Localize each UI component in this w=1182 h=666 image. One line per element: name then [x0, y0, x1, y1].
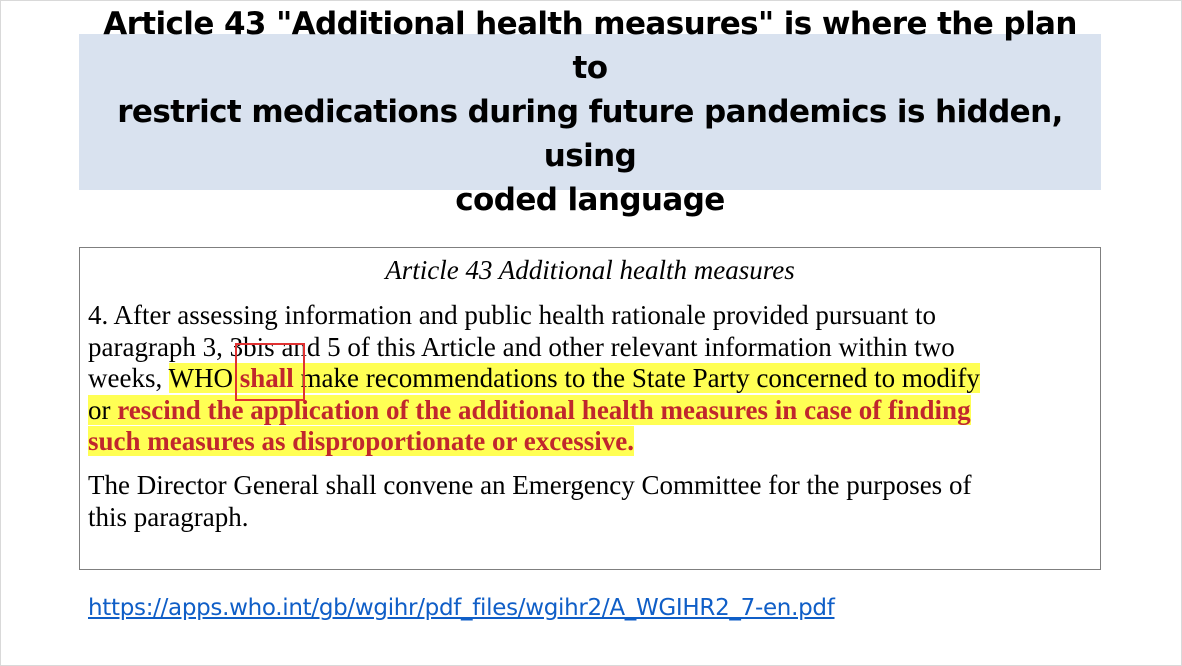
highlighted-text	[169, 363, 980, 393]
shall-annotation	[240, 363, 294, 395]
emphasized-word-shall: shall	[239, 363, 294, 393]
excerpt-text: weeks,	[88, 363, 169, 393]
excerpt-line: this paragraph.	[88, 501, 249, 532]
excerpt-line	[88, 395, 1088, 427]
excerpt-line: 4. After assessing information and public health rationale provided pursuant to	[88, 300, 937, 330]
slide-title-line-1: Article 43 "Additional health measures" is where the plan to	[103, 6, 1077, 86]
slide-title-banner	[79, 6, 1101, 218]
source-link[interactable]: https://apps.who.int/gb/wgihr/pdf_files/wgihr2/A_WGIHR2_7-en.pdf	[88, 595, 835, 621]
slide-title	[89, 2, 1091, 222]
excerpt-paragraph-director-general	[88, 470, 1088, 533]
slide-title-line-3: coded language	[455, 182, 725, 218]
excerpt-line	[88, 426, 1088, 458]
excerpt-line	[88, 363, 1088, 395]
slide-title-line-2: restrict medications during future pandemics is hidden, using	[117, 94, 1063, 174]
emphasized-text: rescind the application of the additional health measures in case of finding	[117, 394, 971, 425]
highlighted-plain-text: or	[88, 394, 118, 425]
highlighted-plain-text: WHO	[168, 363, 240, 393]
document-excerpt-box	[79, 247, 1101, 570]
excerpt-paragraph-4	[88, 300, 1088, 458]
excerpt-line: The Director General shall convene an Emergency Committee for the purposes of	[88, 470, 972, 500]
emphasized-text: such measures as disproportionate or excessive.	[88, 426, 634, 456]
excerpt-line: paragraph 3, 3bis and 5 of this Article and other relevant information within two	[88, 331, 955, 362]
excerpt-heading: Article 43 Additional health measures	[385, 255, 795, 285]
highlighted-plain-text: make recommendations to the State Party concerned to modify	[293, 363, 980, 393]
highlighted-text	[88, 395, 971, 425]
